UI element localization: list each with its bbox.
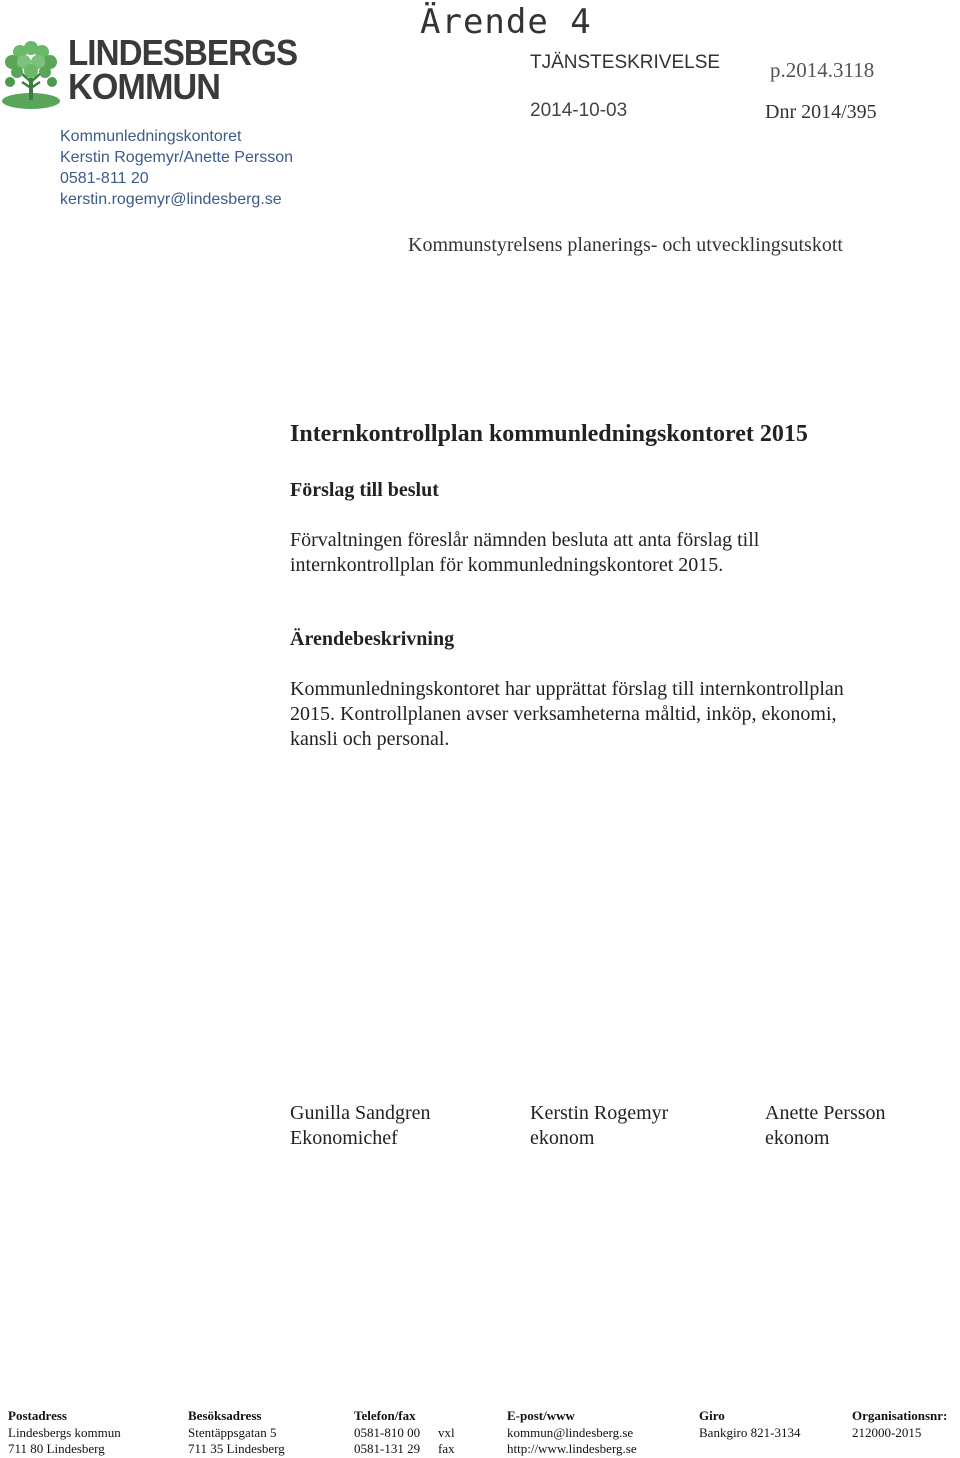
footer-line: 711 80 Lindesberg	[8, 1441, 105, 1456]
municipality-logo	[2, 32, 332, 110]
footer-web-link[interactable]: http://www.lindesberg.se	[507, 1441, 637, 1456]
sender-names: Kerstin Rogemyr/Anette Persson	[60, 149, 293, 166]
footer-heading: Besöksadress	[188, 1408, 262, 1423]
proposal-line: internkontrollplan för kommunledningskontoret 2015.	[290, 554, 724, 576]
footer-heading: Telefon/fax	[354, 1408, 416, 1423]
proposal-line: Förvaltningen föreslår nämnden besluta att anta förslag till	[290, 529, 760, 551]
page-reference-number: p.2014.3118	[770, 58, 875, 82]
footer-line: 711 35 Lindesberg	[188, 1441, 285, 1456]
document-type: TJÄNSTESKRIVELSE	[530, 52, 721, 73]
footer-postal-address	[8, 1408, 121, 1458]
phone-type: vxl	[438, 1424, 455, 1440]
footer-line: Bankgiro 821-3134	[699, 1424, 801, 1440]
footer-line: Stentäppsgatan 5	[188, 1424, 277, 1440]
proposal-text	[290, 528, 759, 578]
phone-number: 0581-810 00	[354, 1424, 421, 1440]
signature-name: Anette Persson	[765, 1102, 886, 1124]
description-text	[290, 677, 844, 752]
signature-name: Gunilla Sandgren	[290, 1102, 431, 1124]
footer-heading: Giro	[699, 1408, 725, 1423]
description-line: kansli och personal.	[290, 728, 450, 750]
footer-heading: Postadress	[8, 1408, 67, 1423]
footer-email-link[interactable]: kommun@lindesberg.se	[507, 1424, 634, 1440]
signature-block	[765, 1101, 886, 1151]
footer-line: Lindesbergs kommun	[8, 1424, 121, 1440]
footer-line	[354, 1441, 455, 1458]
footer-heading: E-post/www	[507, 1408, 575, 1423]
logo-text-line2: KOMMUN	[68, 66, 220, 107]
recipient-committee: Kommunstyrelsens planerings- och utvecklingsutskott	[408, 234, 843, 256]
description-line: 2015. Kontrollplanen avser verksamheterna måltid, inköp, ekonomi,	[290, 703, 837, 725]
signature-block	[530, 1101, 668, 1151]
description-line: Kommunledningskontoret har upprättat förslag till internkontrollplan	[290, 678, 844, 700]
signature-role: ekonom	[530, 1127, 595, 1149]
diary-number: Dnr 2014/395	[765, 101, 877, 123]
description-heading: Ärendebeskrivning	[290, 628, 455, 650]
signature-name: Kerstin Rogemyr	[530, 1102, 669, 1124]
document-title: Internkontrollplan kommunledningskontoret 2015	[290, 421, 808, 447]
footer-phone-fax	[354, 1408, 455, 1458]
footer-line: 212000-2015	[852, 1424, 922, 1440]
footer-giro	[699, 1408, 800, 1441]
tree-logo-icon	[2, 38, 64, 110]
document-date: 2014-10-03	[530, 100, 628, 121]
proposal-heading: Förslag till beslut	[290, 479, 439, 501]
footer-line	[354, 1425, 455, 1442]
sender-office: Kommunledningskontoret	[60, 128, 242, 145]
logo-text-line1: LINDESBERGS	[68, 32, 298, 73]
signature-role: ekonom	[765, 1127, 830, 1149]
signature-role: Ekonomichef	[290, 1127, 398, 1149]
arende-stamp: Ärende 4	[420, 2, 592, 42]
footer-visit-address	[188, 1408, 285, 1458]
footer-org-number	[852, 1408, 947, 1441]
fax-number: 0581-131 29	[354, 1441, 421, 1456]
footer-heading: Organisationsnr:	[852, 1408, 948, 1423]
signature-block	[290, 1101, 431, 1151]
sender-block	[60, 126, 293, 210]
sender-phone: 0581-811 20	[60, 170, 149, 187]
sender-email: kerstin.rogemyr@lindesberg.se	[60, 191, 282, 208]
footer-email-web	[507, 1408, 637, 1458]
fax-type: fax	[438, 1441, 455, 1456]
